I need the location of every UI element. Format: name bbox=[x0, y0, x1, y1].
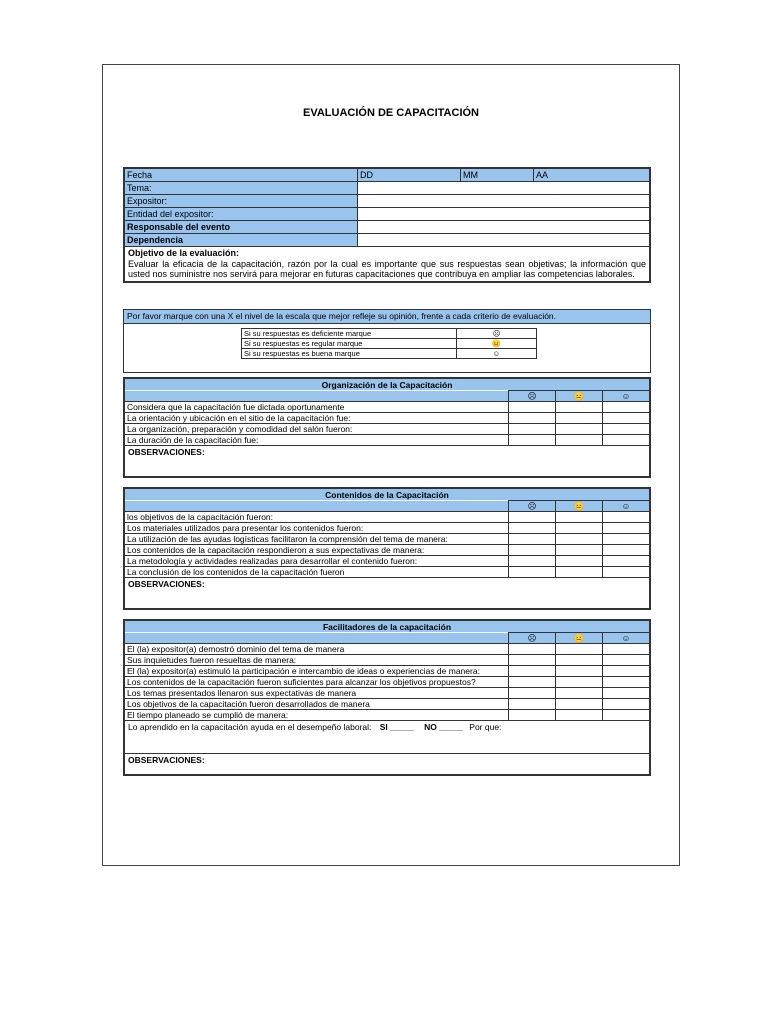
objective-cell bbox=[125, 247, 650, 282]
rating-cell[interactable] bbox=[509, 545, 556, 556]
criterion-label: La metodología y actividades realizadas para desarrollar el contenido fueron: bbox=[125, 556, 509, 567]
rating-cell[interactable] bbox=[603, 402, 650, 413]
rating-cell[interactable] bbox=[509, 523, 556, 534]
rating-cell[interactable] bbox=[509, 699, 556, 710]
si-blank[interactable]: SI _____ bbox=[379, 722, 414, 732]
sad-face-icon: ☹ bbox=[509, 501, 556, 512]
rating-cell[interactable] bbox=[556, 523, 603, 534]
rating-cell[interactable] bbox=[509, 644, 556, 655]
observaciones-field[interactable]: OBSERVACIONES: bbox=[125, 754, 650, 775]
rating-cell[interactable] bbox=[603, 413, 650, 424]
scale-label-regular: Si su respuestas es regular marque bbox=[242, 339, 457, 349]
rating-cell[interactable] bbox=[509, 677, 556, 688]
criterion-label: Los contenidos de la capacitación respondieron a sus expectativas de manera: bbox=[125, 545, 509, 556]
scale-label-deficient: Si su respuestas es deficiente marque bbox=[242, 329, 457, 339]
scale-legend bbox=[241, 328, 537, 359]
criterion-label: Considera que la capacitación fue dictada oportunamente bbox=[125, 402, 509, 413]
scale-label-good: Si su respuestas es buena marque bbox=[242, 349, 457, 359]
rating-cell[interactable] bbox=[603, 534, 650, 545]
rating-cell[interactable] bbox=[556, 699, 603, 710]
aa-field[interactable]: AA bbox=[534, 169, 650, 182]
rating-cell[interactable] bbox=[603, 435, 650, 446]
instruction-section bbox=[123, 309, 651, 373]
rating-cell[interactable] bbox=[556, 677, 603, 688]
objective-label: Objetivo de la evaluación: bbox=[128, 248, 240, 258]
rating-cell[interactable] bbox=[603, 688, 650, 699]
rating-cell[interactable] bbox=[509, 512, 556, 523]
fecha-label: Fecha bbox=[125, 169, 358, 182]
dependencia-label: Dependencia bbox=[125, 234, 358, 247]
section-facilitadores bbox=[123, 619, 651, 776]
neutral-face-icon: 😐 bbox=[556, 391, 603, 402]
rating-cell[interactable] bbox=[556, 435, 603, 446]
dependencia-field[interactable] bbox=[358, 234, 650, 247]
criterion-label: La duración de la capacitación fue: bbox=[125, 435, 509, 446]
observaciones-field[interactable]: OBSERVACIONES: bbox=[125, 578, 650, 609]
rating-cell[interactable] bbox=[509, 402, 556, 413]
rating-cell[interactable] bbox=[603, 545, 650, 556]
happy-face-icon: ☺ bbox=[603, 391, 650, 402]
sad-face-icon: ☹ bbox=[509, 633, 556, 644]
neutral-face-icon: 😐 bbox=[556, 501, 603, 512]
criterion-label: La organización, preparación y comodidad del salón fueron: bbox=[125, 424, 509, 435]
rating-cell[interactable] bbox=[509, 567, 556, 578]
section-title: Contenidos de la Capacitación bbox=[125, 489, 650, 501]
rating-cell[interactable] bbox=[509, 424, 556, 435]
rating-cell[interactable] bbox=[556, 545, 603, 556]
happy-face-icon: ☺ bbox=[457, 349, 537, 359]
objective-text: Evaluar la eficacia de la capacitación, razón por la cual es importante que sus respuestas sean objetivas; la información que usted nos suministre nos servirá para mejorar en futuras capacitaciones que contribuya en ampliar las competencias laborales. bbox=[128, 258, 646, 279]
rating-cell[interactable] bbox=[556, 688, 603, 699]
expositor-field[interactable] bbox=[358, 195, 650, 208]
rating-cell[interactable] bbox=[556, 424, 603, 435]
rating-cell[interactable] bbox=[509, 688, 556, 699]
rating-cell[interactable] bbox=[509, 655, 556, 666]
evaluation-form-page bbox=[102, 64, 680, 866]
rating-cell[interactable] bbox=[556, 710, 603, 721]
rating-cell[interactable] bbox=[603, 567, 650, 578]
criterion-label: El (la) expositor(a) demostró dominio del tema de manera bbox=[125, 644, 509, 655]
rating-cell[interactable] bbox=[603, 710, 650, 721]
rating-cell[interactable] bbox=[603, 677, 650, 688]
responsable-field[interactable] bbox=[358, 221, 650, 234]
rating-cell[interactable] bbox=[509, 556, 556, 567]
instruction-text: Por favor marque con una X el nivel de la escala que mejor refleje su opinión, frente a cada criterio de evaluación. bbox=[124, 310, 650, 324]
criterion-label: Los objetivos de la capacitación fueron desarrollados de manera bbox=[125, 699, 509, 710]
criterion-label: Los contenidos de la capacitación fueron suficientes para alcanzar los objetivos propuestos? bbox=[125, 677, 509, 688]
rating-cell[interactable] bbox=[556, 512, 603, 523]
happy-face-icon: ☺ bbox=[603, 501, 650, 512]
section-title: Facilitadores de la capacitación bbox=[125, 621, 650, 633]
criterion-label: La utilización de las ayudas logísticas facilitaron la comprensión del tema de manera: bbox=[125, 534, 509, 545]
tema-label: Tema: bbox=[125, 182, 358, 195]
neutral-face-icon: 😐 bbox=[457, 339, 537, 349]
rating-cell[interactable] bbox=[556, 556, 603, 567]
form-title: EVALUACIÓN DE CAPACITACIÓN bbox=[303, 107, 479, 119]
section-title: Organización de la Capacitación bbox=[125, 379, 650, 391]
porque-label: Por que: bbox=[469, 722, 502, 732]
criterion-label: Los temas presentados llenaron sus expectativas de manera bbox=[125, 688, 509, 699]
criterion-label: La conclusión de los contenidos de la capacitación fueron bbox=[125, 567, 509, 578]
rating-cell[interactable] bbox=[603, 655, 650, 666]
expositor-label: Expositor: bbox=[125, 195, 358, 208]
rating-cell[interactable] bbox=[556, 644, 603, 655]
responsable-label: Responsable del evento bbox=[125, 221, 358, 234]
aprendido-label: Lo aprendido en la capacitación ayuda en el desempeño laboral: bbox=[128, 722, 372, 732]
criterion-label: Sus inquietudes fueron resueltas de manera: bbox=[125, 655, 509, 666]
no-blank[interactable]: NO _____ bbox=[424, 722, 463, 732]
criterion-label: La orientación y ubicación en el sitio de la capacitación fue: bbox=[125, 413, 509, 424]
rating-cell[interactable] bbox=[556, 666, 603, 677]
sad-face-icon: ☹ bbox=[457, 329, 537, 339]
rating-cell[interactable] bbox=[556, 413, 603, 424]
rating-cell[interactable] bbox=[603, 699, 650, 710]
section-contenidos bbox=[123, 487, 651, 610]
rating-cell[interactable] bbox=[603, 666, 650, 677]
entidad-field[interactable] bbox=[358, 208, 650, 221]
rating-cell[interactable] bbox=[603, 644, 650, 655]
rating-cell[interactable] bbox=[509, 413, 556, 424]
neutral-face-icon: 😐 bbox=[556, 633, 603, 644]
mm-field[interactable]: MM bbox=[461, 169, 534, 182]
rating-cell[interactable] bbox=[509, 435, 556, 446]
section-organizacion bbox=[123, 377, 651, 478]
aprendido-row bbox=[125, 721, 650, 754]
criterion-label: El (la) expositor(a) estimuló la participación e intercambio de ideas o experiencias de manera: bbox=[125, 666, 509, 677]
entidad-label: Entidad del expositor: bbox=[125, 208, 358, 221]
rating-cell[interactable] bbox=[556, 655, 603, 666]
criterion-label: El tiempo planeado se cumplió de manera: bbox=[125, 710, 509, 721]
criterion-label: los objetivos de la capacitación fueron: bbox=[125, 512, 509, 523]
rating-cell[interactable] bbox=[509, 666, 556, 677]
rating-cell[interactable] bbox=[603, 556, 650, 567]
rating-cell[interactable] bbox=[603, 523, 650, 534]
sad-face-icon: ☹ bbox=[509, 391, 556, 402]
rating-cell[interactable] bbox=[556, 402, 603, 413]
rating-cell[interactable] bbox=[509, 534, 556, 545]
rating-cell[interactable] bbox=[603, 512, 650, 523]
happy-face-icon: ☺ bbox=[603, 633, 650, 644]
tema-field[interactable] bbox=[358, 182, 650, 195]
rating-cell[interactable] bbox=[603, 424, 650, 435]
dd-field[interactable]: DD bbox=[358, 169, 461, 182]
rating-cell[interactable] bbox=[556, 534, 603, 545]
info-section bbox=[123, 167, 651, 283]
rating-cell[interactable] bbox=[556, 567, 603, 578]
rating-cell[interactable] bbox=[509, 710, 556, 721]
observaciones-field[interactable]: OBSERVACIONES: bbox=[125, 446, 650, 477]
criterion-label: Los materiales utilizados para presentar los contenidos fueron: bbox=[125, 523, 509, 534]
